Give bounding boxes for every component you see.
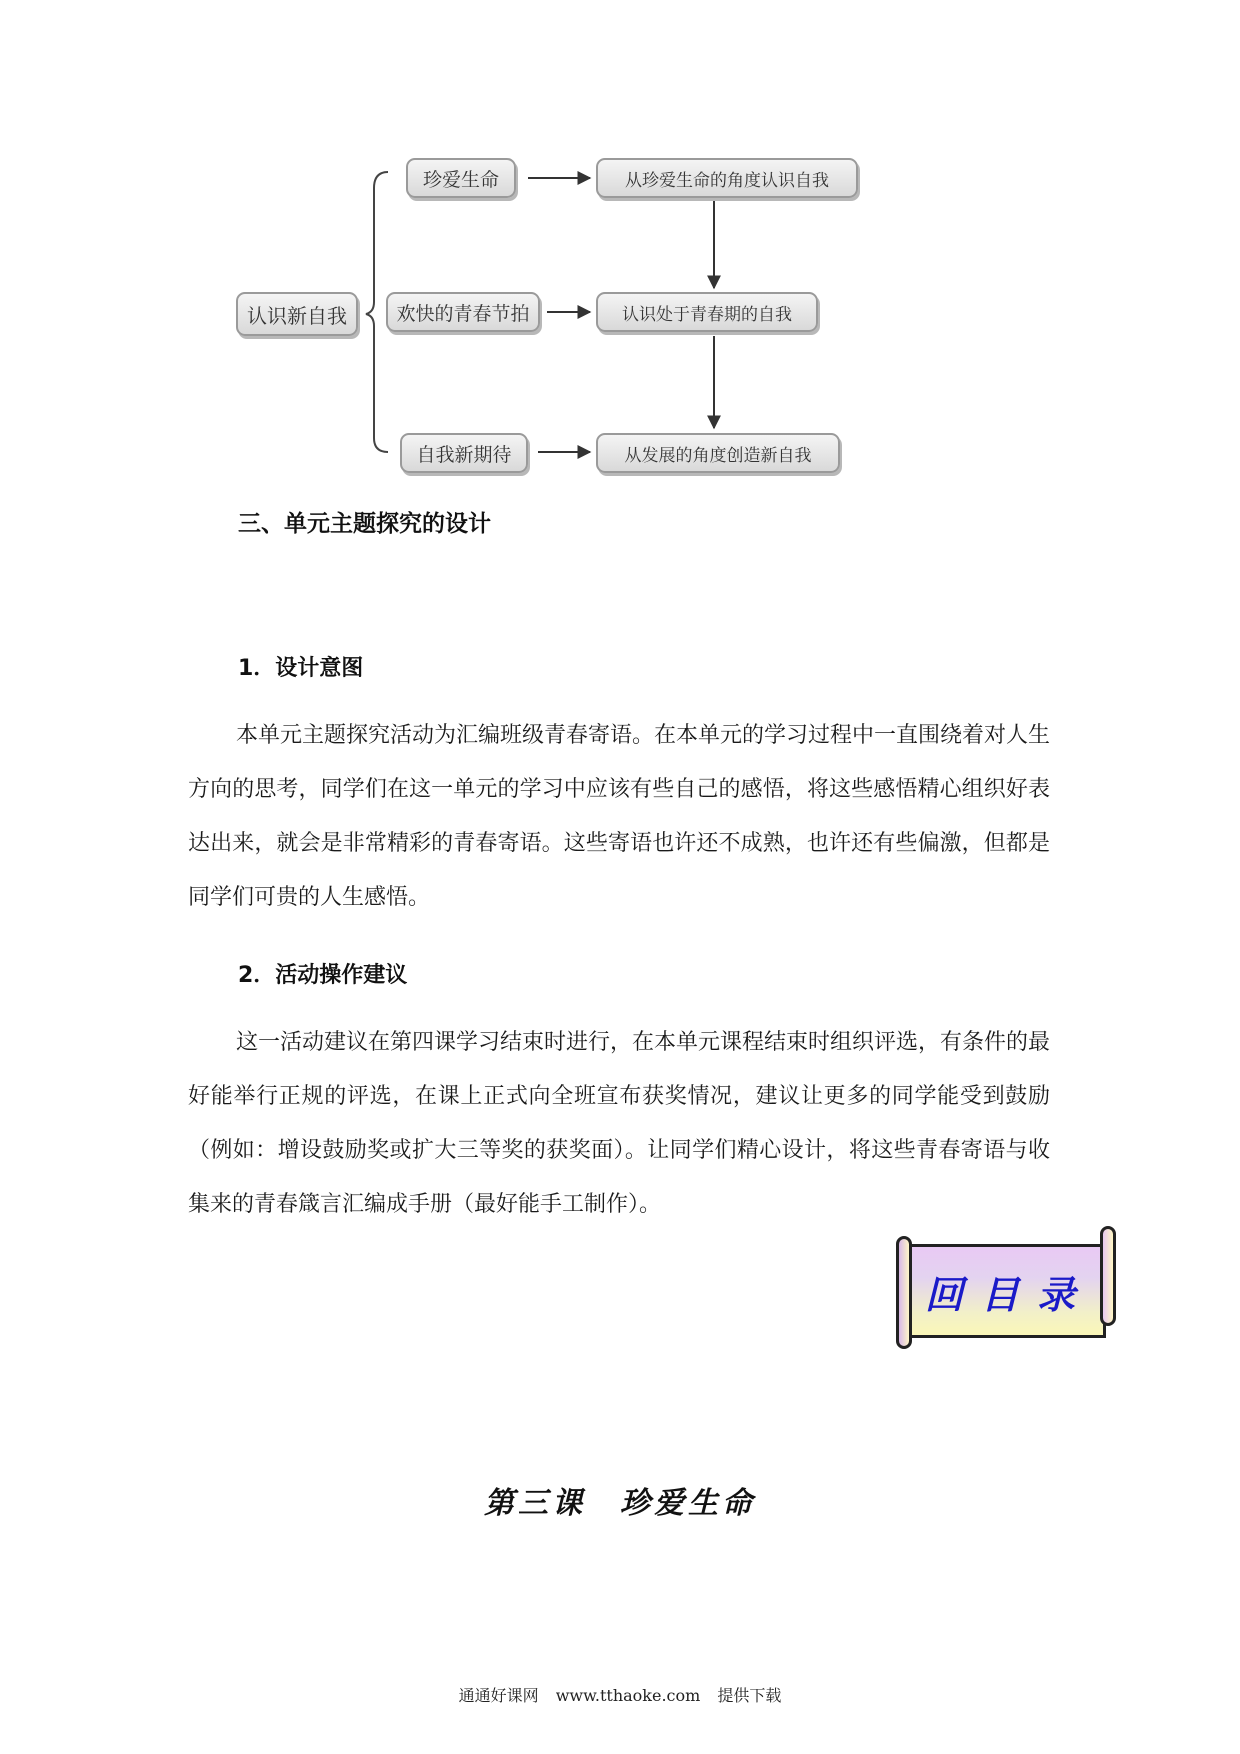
- design-intent-paragraph: 本单元主题探究活动为汇编班级青春寄语。在本单元的学习过程中一直围绕着对人生方向的思考，同学们在这一单元的学习中应该有些自己的感悟，将这些感悟精心组织好表达出来，就会是非常精彩的青春寄语。这些寄语也许还不成熟，也许还有些偏激，但都是同学们可贵的人生感悟。: [188, 723, 1051, 910]
- lesson-title: [0, 1478, 1240, 1522]
- footer-url-link[interactable]: www.tthaoke.com: [555, 1686, 701, 1705]
- section-heading: 三、单元主题探究的设计: [238, 511, 491, 537]
- diagram-topic-node: 珍爱生命: [406, 158, 516, 198]
- footer-site-name: 通通好课网: [458, 1686, 539, 1705]
- page-footer: [0, 1683, 1240, 1706]
- concept-diagram: [0, 0, 1240, 480]
- diagram-result-node: 认识处于青春期的自我: [596, 292, 818, 332]
- diagram-topic-node: 欢快的青春节拍: [386, 292, 540, 332]
- back-to-toc-label: 回目录: [924, 1272, 1093, 1317]
- activity-heading: 2．活动操作建议: [238, 963, 408, 988]
- diagram-connectors: [0, 0, 1240, 480]
- diagram-bracket: [366, 172, 388, 452]
- scroll-roll-left: [896, 1236, 912, 1349]
- diagram-root-node: 认识新自我: [236, 292, 358, 336]
- lesson-name: 珍爱生命: [620, 1486, 756, 1521]
- back-to-toc-button[interactable]: [896, 1226, 1116, 1351]
- footer-suffix: 提供下载: [717, 1686, 782, 1705]
- diagram-result-node: 从珍爱生命的角度认识自我: [596, 158, 858, 198]
- design-intent-heading: 1．设计意图: [238, 656, 364, 681]
- diagram-result-node: 从发展的角度创造新自我: [596, 433, 840, 473]
- diagram-topic-node: 自我新期待: [400, 433, 528, 473]
- activity-paragraph: 这一活动建议在第四课学习结束时进行，在本单元课程结束时组织评选，有条件的最好能举行正规的评选，在课上正式向全班宣布获奖情况，建议让更多的同学能受到鼓励（例如：增设鼓励奖或扩大三等奖的获奖面）。让同学们精心设计，将这些青春寄语与收集来的青春箴言汇编成手册（最好能手工制作）。: [188, 1030, 1051, 1217]
- lesson-number: 第三课: [484, 1486, 586, 1521]
